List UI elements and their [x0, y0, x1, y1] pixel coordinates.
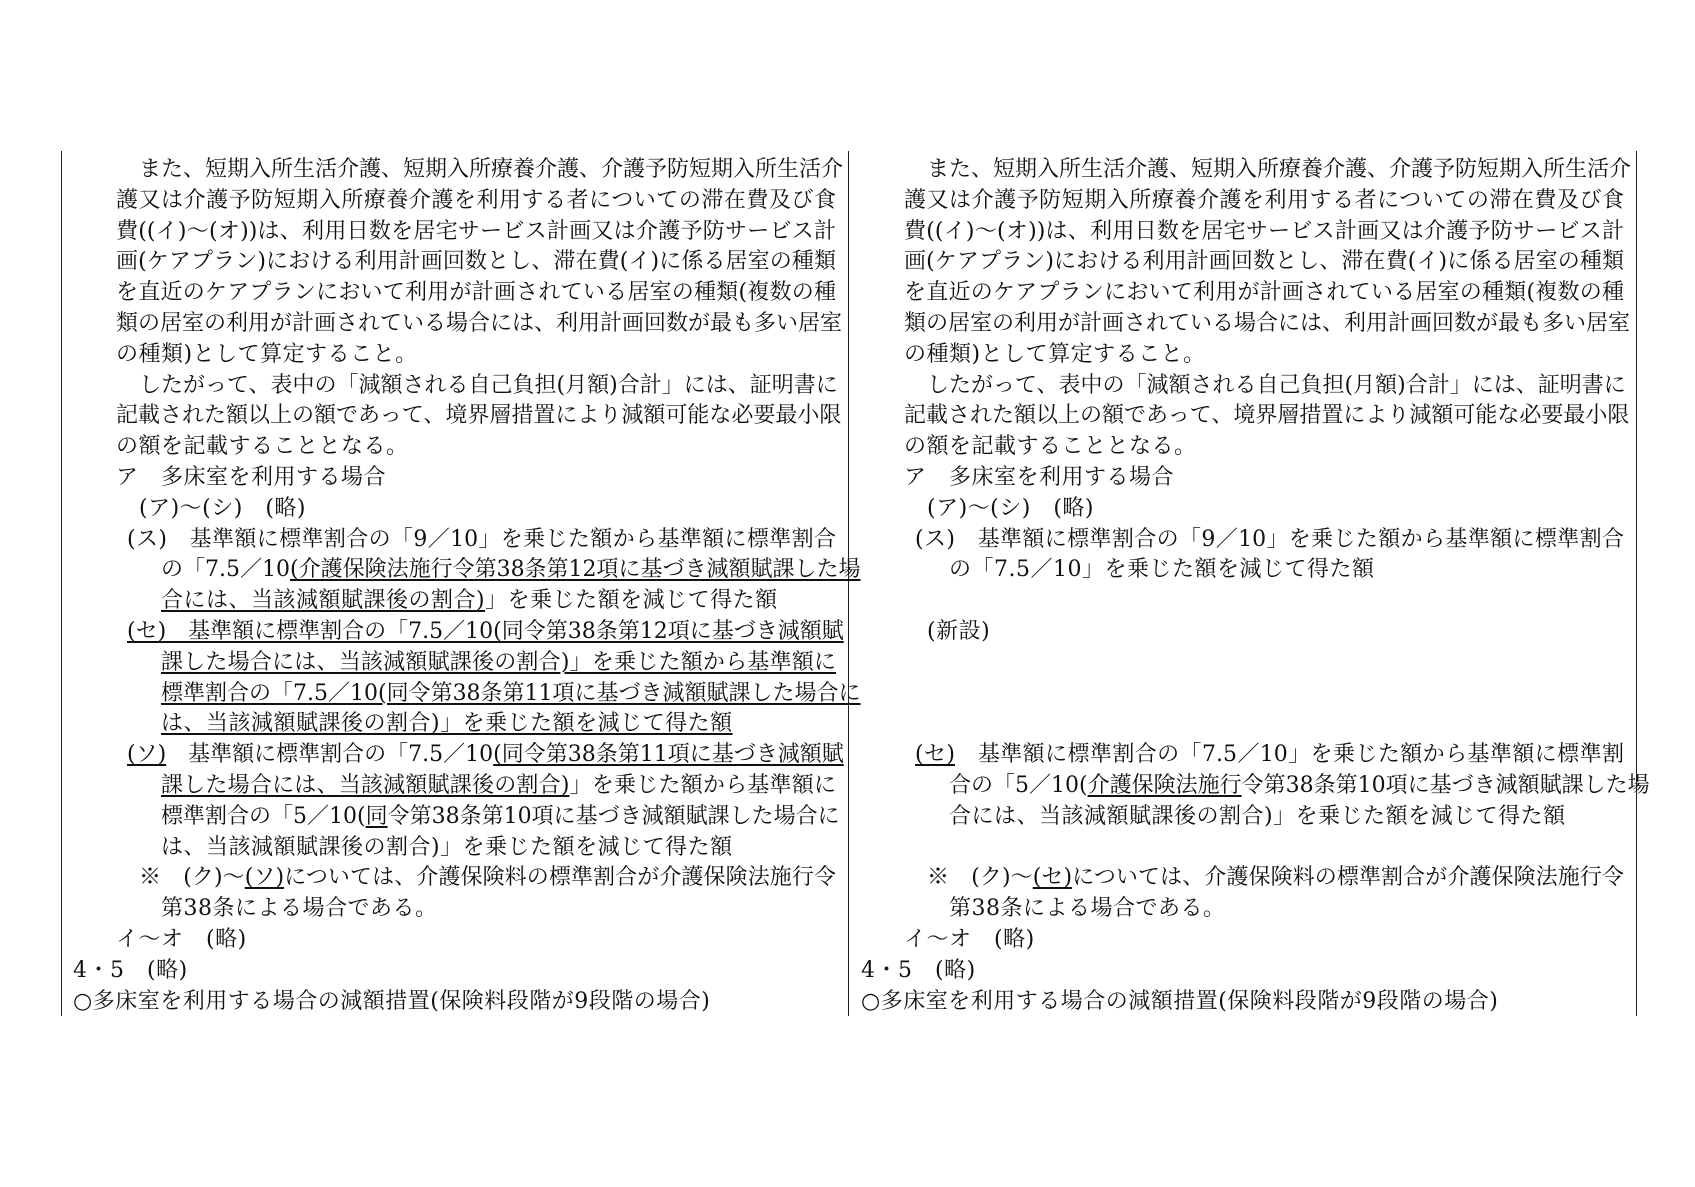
text-segment: ※ (ク)～	[927, 865, 1033, 891]
text-segment: (新設)	[927, 619, 991, 644]
left-text-line	[116, 401, 842, 431]
right-text-line	[904, 309, 1631, 339]
text-segment: (ア)～(シ) (略)	[139, 495, 306, 521]
right-text-line	[949, 771, 1650, 801]
text-segment: 護又は介護予防短期入所療養介護を利用する者についての滞在費及び食	[904, 187, 1624, 213]
right-text-line	[904, 247, 1624, 277]
text-segment: 基準額に標準割合の「7.5／10	[166, 742, 494, 768]
text-segment: 護又は介護予防短期入所療養介護を利用する者についての滞在費及び食	[116, 187, 836, 213]
left-text-line	[116, 186, 836, 216]
text-segment: イ～オ (略)	[116, 927, 247, 952]
left-text-line	[161, 648, 836, 678]
left-text-line	[127, 740, 844, 770]
text-segment: を直近のケアプランにおいて利用が計画されている居室の種類(複数の種	[904, 280, 1624, 306]
left-text-line	[139, 494, 306, 524]
right-text-line	[904, 401, 1630, 431]
text-segment: 4・5 (略)	[73, 957, 188, 983]
left-text-line	[116, 925, 247, 955]
right-text-line	[927, 371, 1624, 401]
right-text-line	[861, 987, 1498, 1017]
text-segment: イ～オ (略)	[904, 927, 1035, 952]
left-text-line	[127, 525, 836, 555]
text-segment: 令第38条第10項に基づき減額賦課した場合に	[387, 803, 840, 829]
text-segment: (ア)～(シ) (略)	[927, 495, 1094, 521]
text-segment: 標準割合の「5／10(	[161, 803, 366, 829]
left-text-line	[161, 833, 733, 863]
text-segment: また、短期入所生活介護、短期入所療養介護、介護予防短期入所生活介	[927, 157, 1632, 182]
text-segment: の額を記載することとなる。	[116, 434, 409, 460]
left-text-line	[127, 617, 844, 647]
text-segment: 記載された額以上の額であって、境界層措置により減額可能な必要最小限	[904, 403, 1630, 429]
left-text-line	[116, 463, 386, 493]
text-segment: 合の「5／10(	[949, 773, 1088, 798]
text-segment: ア 多床室を利用する場合	[904, 465, 1175, 490]
right-text-line	[904, 217, 1624, 247]
left-text-line	[161, 802, 840, 832]
left-text-line	[116, 309, 843, 339]
underlined-amendment: 課した場合には、当該減額賦課後の割合)」を乗じた額から基準額に	[161, 649, 836, 675]
text-segment: 費((イ)～(オ))は、利用日数を居宅サービス計画又は介護予防サービス計	[904, 218, 1624, 244]
underlined-amendment: (介護保険法施行令第38条第12項に基づき減額賦課した場	[289, 557, 861, 583]
underlined-amendment: (セ)	[915, 742, 955, 768]
underlined-amendment: 標準割合の「7.5／10(同令第38条第11項に基づき減額賦課した場合に	[161, 680, 861, 706]
right-text-line	[949, 894, 1226, 924]
underlined-amendment: (同令第38条第11項に基づき減額賦	[493, 742, 844, 768]
text-segment: ○多床室を利用する場合の減額措置(保険料段階が9段階の場合)	[861, 988, 1499, 1014]
right-text-line	[904, 186, 1624, 216]
underlined-amendment: 合には、当該減額賦課後の割合)	[161, 588, 486, 614]
underlined-amendment: (セ) 基準額に標準割合の「7.5／10(同令第38条第12項に基づき減額賦	[127, 619, 844, 644]
underlined-amendment: 同	[365, 803, 388, 829]
text-segment: 類の居室の利用が計画されている場合には、利用計画回数が最も多い居室	[904, 311, 1631, 336]
right-text-line	[861, 956, 976, 986]
right-text-line	[904, 278, 1624, 308]
text-segment: 第38条による場合である。	[161, 896, 438, 922]
left-text-line	[116, 340, 418, 370]
text-segment: 」を乗じた額を減じて得た額	[485, 588, 778, 614]
right-text-line	[915, 525, 1624, 555]
text-segment: したがって、表中の「減額される自己負担(月額)合計」には、証明書に	[927, 372, 1626, 398]
text-segment: (ス) 基準額に標準割合の「9／10」を乗じた額から基準額に標準割合	[127, 526, 836, 552]
text-segment: ○多床室を利用する場合の減額措置(保険料段階が9段階の場合)	[73, 988, 711, 1014]
left-text-line	[139, 371, 836, 401]
left-text-line	[139, 863, 836, 893]
left-text-line	[161, 555, 861, 585]
left-text-line	[161, 709, 733, 739]
underlined-amendment: (セ)	[1032, 865, 1073, 891]
text-segment: したがって、表中の「減額される自己負担(月額)合計」には、証明書に	[139, 372, 838, 398]
text-segment: の「7.5／10	[161, 557, 290, 583]
left-text-line	[116, 278, 836, 308]
left-text-line	[116, 247, 836, 277]
text-segment: 画(ケアプラン)における利用計画回数とし、滞在費(イ)に係る居室の種類	[904, 249, 1624, 275]
right-text-line	[949, 555, 1374, 585]
text-segment: ア 多床室を利用する場合	[116, 465, 387, 490]
column-divider	[848, 151, 849, 1016]
left-text-line	[161, 679, 861, 709]
right-text-line	[904, 925, 1035, 955]
text-segment: 画(ケアプラン)における利用計画回数とし、滞在費(イ)に係る居室の種類	[116, 249, 836, 275]
right-text-line	[927, 155, 1632, 185]
right-text-line	[904, 432, 1197, 462]
underlined-amendment: 課した場合には、当該減額賦課後の割合)	[161, 773, 570, 798]
left-text-line	[161, 586, 778, 616]
text-segment: 4・5 (略)	[861, 957, 976, 983]
text-segment: については、介護保険料の標準割合が介護保険法施行令	[284, 865, 836, 891]
text-segment: また、短期入所生活介護、短期入所療養介護、介護予防短期入所生活介	[139, 157, 844, 182]
left-border	[61, 151, 62, 1016]
right-text-line	[927, 494, 1094, 524]
right-text-line	[915, 740, 1624, 770]
text-segment: 類の居室の利用が計画されている場合には、利用計画回数が最も多い居室	[116, 311, 843, 336]
left-text-line	[139, 155, 844, 185]
left-text-line	[161, 894, 438, 924]
right-text-line	[927, 863, 1624, 893]
underlined-amendment: 介護保険法施行	[1087, 773, 1242, 798]
underlined-amendment: (ソ)	[127, 742, 167, 768]
text-segment: 費((イ)～(オ))は、利用日数を居宅サービス計画又は介護予防サービス計	[116, 218, 836, 244]
right-text-line	[949, 802, 1566, 832]
right-text-line	[904, 340, 1206, 370]
text-segment: 記載された額以上の額であって、境界層措置により減額可能な必要最小限	[116, 403, 842, 429]
left-text-line	[73, 987, 710, 1017]
underlined-amendment: は、当該減額賦課後の割合)」を乗じた額を減じて得た額	[161, 711, 733, 737]
text-segment: は、当該減額賦課後の割合)」を乗じた額を減じて得た額	[161, 834, 733, 860]
right-text-line	[927, 617, 990, 647]
underlined-amendment: (ソ)	[244, 865, 285, 891]
text-segment: の種類)として算定すること。	[904, 341, 1206, 367]
text-segment: の額を記載することとなる。	[904, 434, 1197, 460]
text-segment: 令第38条第10項に基づき減額賦課した場	[1241, 773, 1650, 798]
left-text-line	[161, 771, 836, 801]
left-text-line	[116, 432, 409, 462]
left-text-line	[73, 956, 188, 986]
text-segment: を直近のケアプランにおいて利用が計画されている居室の種類(複数の種	[116, 280, 836, 306]
text-segment: 基準額に標準割合の「7.5／10」を乗じた額から基準額に標準割	[955, 742, 1624, 768]
text-segment: 第38条による場合である。	[949, 896, 1226, 922]
text-segment: (ス) 基準額に標準割合の「9／10」を乗じた額から基準額に標準割合	[915, 526, 1624, 552]
left-text-line	[116, 217, 836, 247]
text-segment: の種類)として算定すること。	[116, 341, 418, 367]
text-segment: 合には、当該減額賦課後の割合)」を乗じた額を減じて得た額	[949, 803, 1566, 829]
text-segment: の「7.5／10」を乗じた額を減じて得た額	[949, 557, 1375, 583]
right-text-line	[904, 463, 1174, 493]
text-segment: ※ (ク)～	[139, 865, 245, 891]
right-border	[1636, 151, 1637, 1016]
text-segment: 」を乗じた額から基準額に	[569, 773, 836, 798]
text-segment: については、介護保険料の標準割合が介護保険法施行令	[1072, 865, 1624, 891]
